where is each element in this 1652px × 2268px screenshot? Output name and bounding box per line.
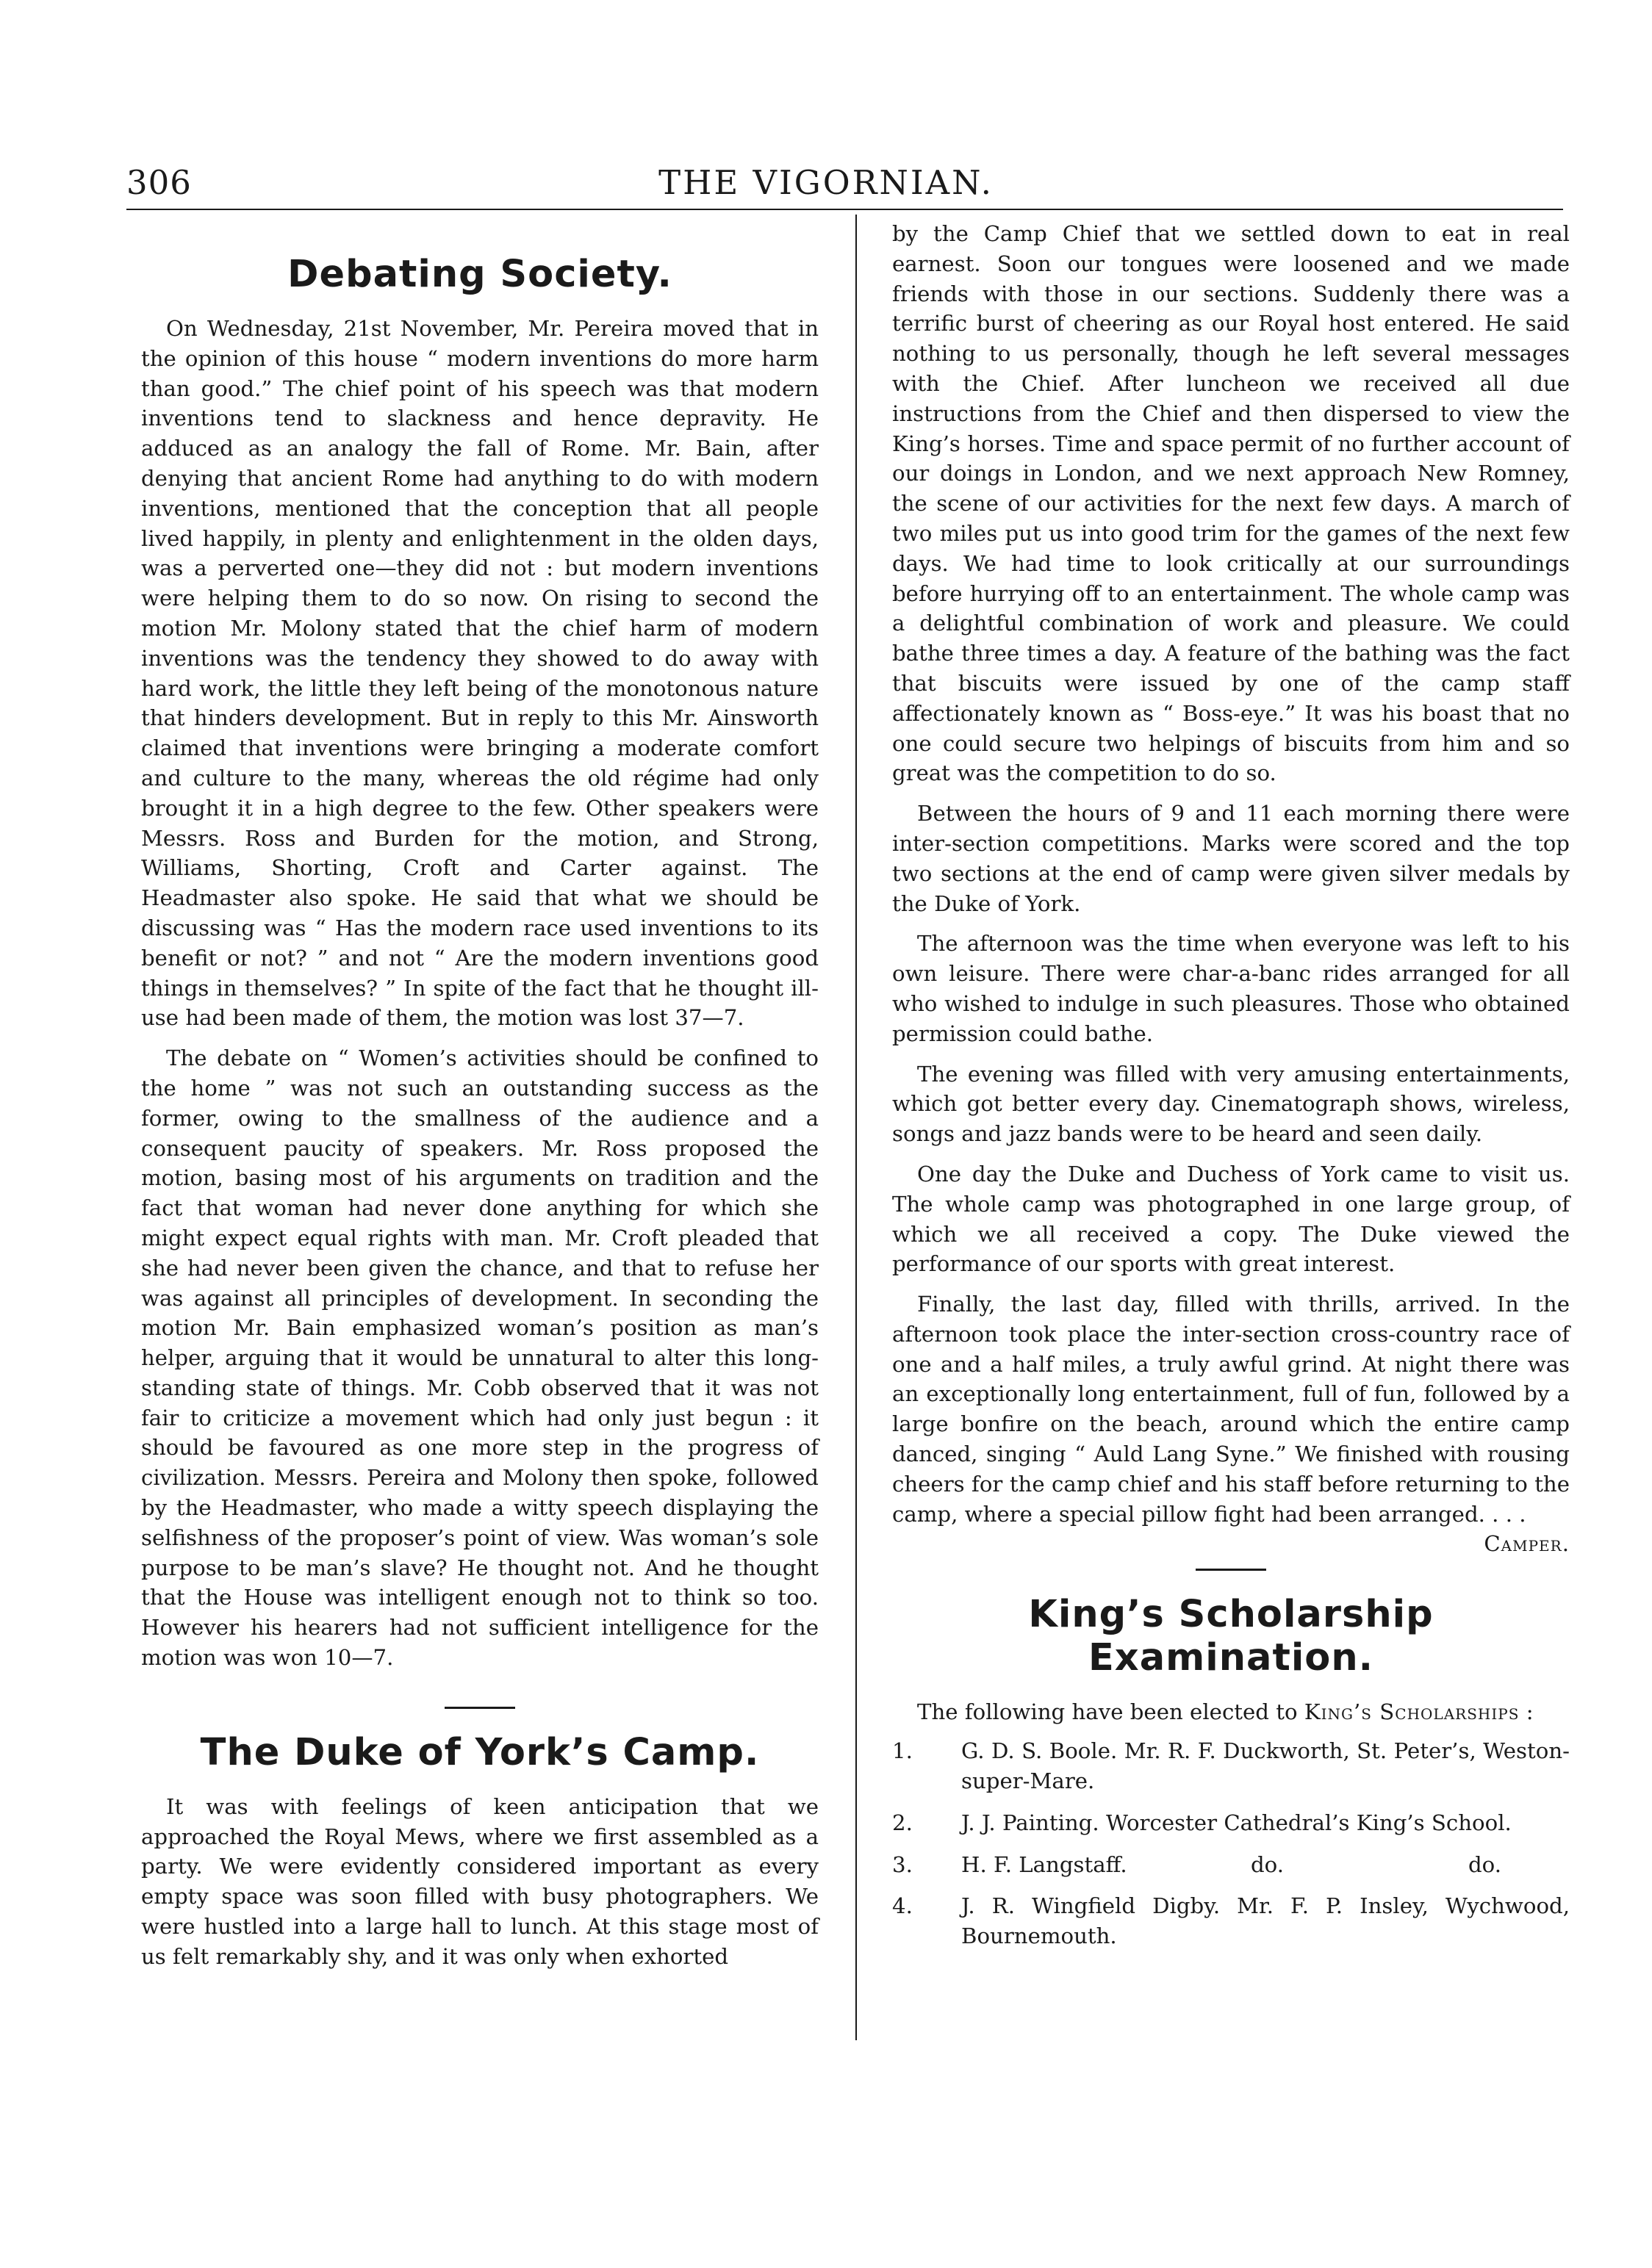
section-divider bbox=[445, 1707, 515, 1709]
list-item-number: 2. bbox=[892, 1810, 913, 1835]
list-item-ditto: do. bbox=[1251, 1851, 1285, 1877]
page-number: 306 bbox=[126, 163, 192, 202]
column-divider bbox=[855, 215, 857, 2040]
scholarships-label: King’s Scholarships bbox=[1304, 1699, 1520, 1725]
list-item bbox=[892, 1808, 1570, 1838]
camp-paragraph-4: The evening was filled with very amusing entertainments, which got better every day. Cinematograph shows, wireless, songs and jazz bands were to be heard and seen daily. bbox=[892, 1061, 1570, 1147]
left-column bbox=[141, 219, 819, 1982]
list-item-text: G. D. S. Boole. Mr. R. F. Duckworth, St. Peter’s, Weston-super-Mare. bbox=[961, 1738, 1570, 1794]
right-column bbox=[892, 219, 1570, 1963]
list-item bbox=[892, 1736, 1570, 1796]
list-item-text: J. J. Painting. Worcester Cathedral’s King’s School. bbox=[961, 1810, 1512, 1835]
camp-paragraph-1-continued: by the Camp Chief that we settled down to eat in real earnest. Soon our tongues were loosened and we made friends with those in our sections. Suddenly there was a terrific burst of cheering as our Royal host entered. He said nothing to us personally, though he left several messages with the Chief. After luncheon we received all due instructions from the Chief and then dispersed to view the King’s horses. Time and space permit of no further account of our doings in London, and we next approach New Romney, the scene of our activities for the next few days. A march of two miles put us into good trim for the games of the next few days. We had time to look critically at our surroundings before hurrying off to an entertainment. The whole camp was a delightful combination of work and pleasure. We could bathe three times a day. A feature of the bathing was the fact that biscuits were issued by one of the camp staff affectionately known as “ Boss-eye.” It was his boast that no one could secure two helpings of biscuits from him and so great was the competition to do so. bbox=[892, 221, 1570, 786]
camp-paragraph-5: One day the Duke and Duchess of York came to visit us. The whole camp was photographed in one large group, of which we all received a copy. The Duke viewed the performance of our sports with great interest. bbox=[892, 1161, 1570, 1277]
camp-paragraph-6 bbox=[892, 1289, 1570, 1557]
list-item-number: 3. bbox=[892, 1851, 913, 1877]
scholarship-intro-colon: : bbox=[1526, 1699, 1534, 1725]
list-item bbox=[892, 1891, 1570, 1951]
camp-paragraph-2: Between the hours of 9 and 11 each morning there were inter-section competitions. Marks were scored and the top two sections at the end of camp were given silver medals by the Duke of York. bbox=[892, 801, 1570, 916]
list-item-text: H. F. Langstaff. bbox=[961, 1851, 1127, 1877]
header-rule bbox=[126, 209, 1563, 210]
duke-of-york-camp-heading: The Duke of York’s Camp. bbox=[200, 1730, 760, 1774]
list-item-number: 1. bbox=[892, 1738, 913, 1764]
author-signature: Camper. bbox=[1484, 1531, 1570, 1557]
list-item bbox=[892, 1850, 1570, 1880]
running-head-title: THE VIGORNIAN. bbox=[658, 163, 994, 202]
camp-paragraph-3: The afternoon was the time when everyone was left to his own leisure. There were char-a-banc rides arranged for all who wished to indulge in such pleasures. Those who obtained permission could bathe. bbox=[892, 931, 1570, 1046]
list-item-text: J. R. Wingfield Digby. Mr. F. P. Insley, Wychwood, Bournemouth. bbox=[961, 1893, 1570, 1949]
debating-paragraph-1: On Wednesday, 21st November, Mr. Pereira moved that in the opinion of this house “ modern inventions do more harm than good.” The chief point of his speech was that modern inventions tend to slackness and hence depravity. He adduced as an analogy the fall of Rome. Mr. Bain, after denying that ancient Rome had anything to do with modern inventions, mentioned that the conception that all people lived happily, in plenty and enlightenment in the olden days, was a perverted one—they did not : but modern inventions were helping them to do so now. On rising to second the motion Mr. Molony stated that the chief harm of modern inventions was the tendency they showed to do away with hard work, the little they left being of the monotonous nature that hinders development. But in reply to this Mr. Ainsworth claimed that inventions were bringing a moderate comfort and culture to the many, whereas the old régime had only brought it in a high degree to the few. Other speakers were Messrs. Ross and Burden for the motion, and Strong, Williams, Shorting, Croft and Carter against. The Headmaster also spoke. He said that what we should be discussing was “ Has the modern race used inventions to its benefit or not? ” and not “ Are the modern inventions good things in themselves? ” In spite of the fact that he thought ill-use had been made of them, the motion was lost 37—7. bbox=[141, 316, 819, 1031]
debating-society-heading: Debating Society. bbox=[287, 253, 672, 296]
camp-paragraph-6-text: Finally, the last day, filled with thrills, arrived. In the afternoon took place the inter-section cross-country race of one and a half miles, a truly awful grind. At night there was an exceptionally long entertainment, full of fun, followed by a large bonfire on the beach, around which the entire camp danced, singing “ Auld Lang Syne.” We finished with rousing cheers for the camp chief and his staff before returning to the camp, where a special pillow fight had been arranged. . . . bbox=[892, 1292, 1570, 1527]
scholarship-intro-text: The following have been elected to bbox=[917, 1699, 1298, 1725]
debating-paragraph-2: The debate on “ Women’s activities should be confined to the home ” was not such an outstanding success as the former, owing to the smallness of the audience and a consequent paucity of speakers. Mr. Ross proposed the motion, basing most of his arguments on tradition and the fact that woman had never done anything for which she might expect equal rights with man. Mr. Croft pleaded that she had never been given the chance, and that to refuse her was against all principles of development. In seconding the motion Mr. Bain emphasized woman’s position as man’s helper, arguing that it would be unnatural to alter this long-standing state of things. Mr. Cobb observed that it was not fair to criticize a movement which had only just begun : it should be favoured as one more step in the progress of civilization. Messrs. Pereira and Molony then spoke, followed by the Headmaster, who made a witty speech displaying the selfishness of the proposer’s point of view. Was woman’s sole purpose to be man’s slave? He thought not. And he thought that the House was intelligent enough not to think so too. However his hearers had not sufficient intelligence for the motion was won 10—7. bbox=[141, 1045, 819, 1671]
section-divider bbox=[1196, 1569, 1266, 1571]
list-item-ditto: do. bbox=[1468, 1851, 1502, 1877]
scholarship-intro bbox=[892, 1697, 1570, 1727]
kings-scholarship-heading: King’s Scholarship Examination. bbox=[1028, 1593, 1434, 1680]
list-item-number: 4. bbox=[892, 1893, 913, 1919]
camp-paragraph-1: It was with feelings of keen anticipation that we approached the Royal Mews, where we first assembled as a party. We were evidently considered important as every empty space was soon filled with busy photographers. We were hustled into a large hall to lunch. At this stage most of us felt remarkably shy, and it was only when exhorted bbox=[141, 1793, 819, 1969]
scholarship-list bbox=[892, 1736, 1570, 1951]
